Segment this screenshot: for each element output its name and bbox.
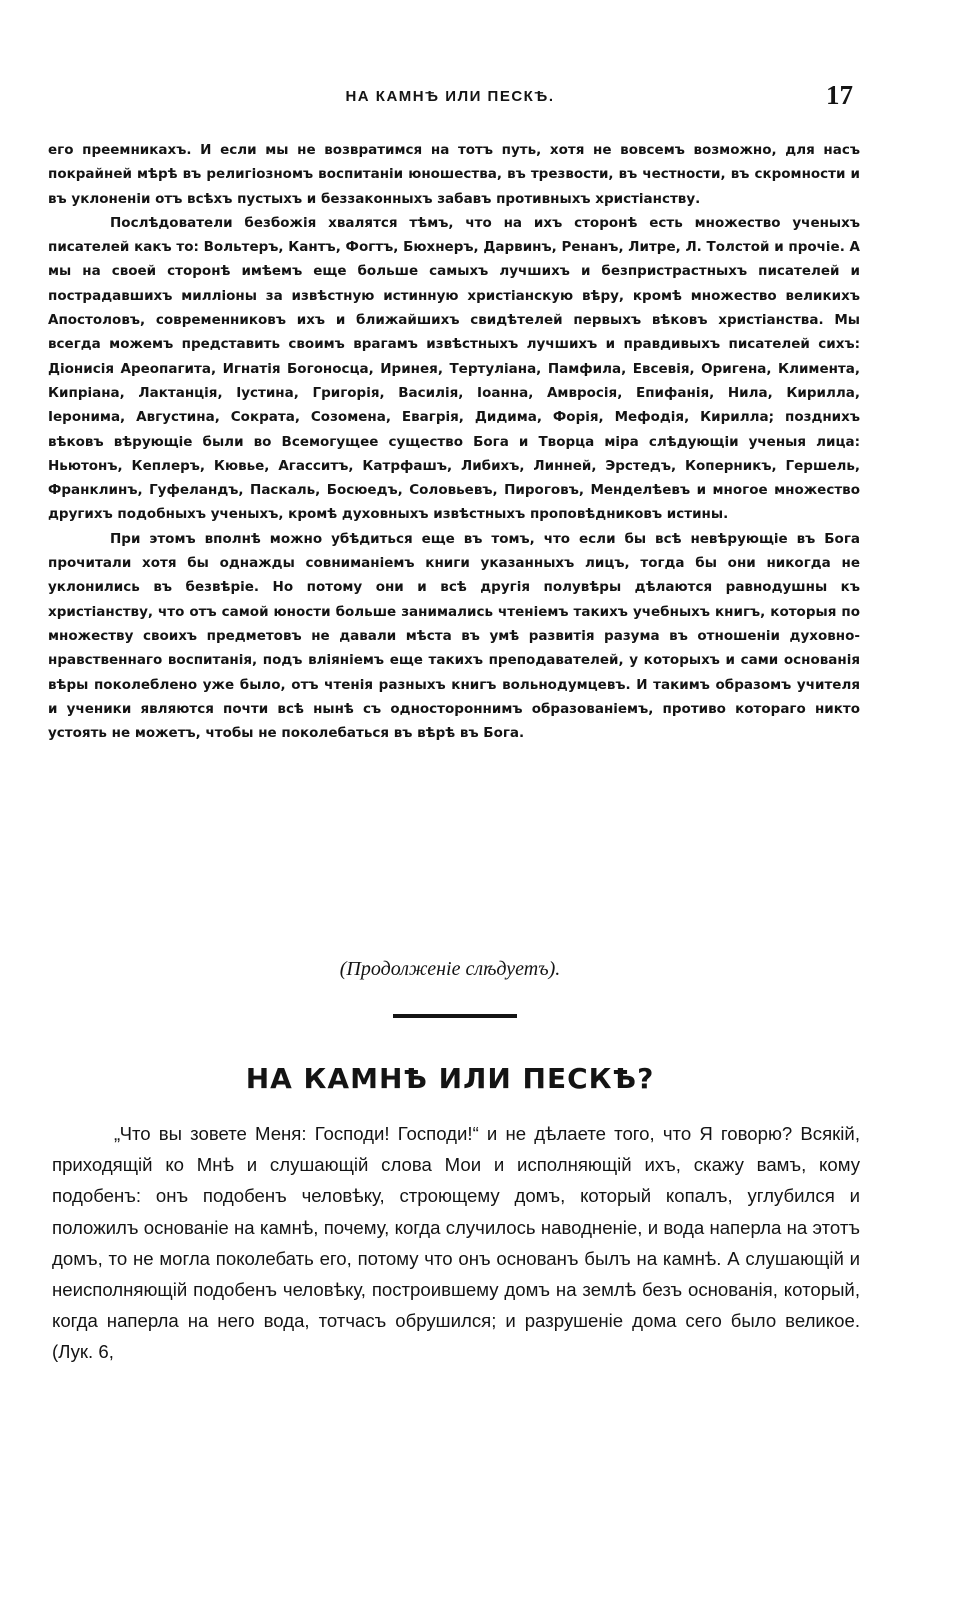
paragraph-gospel-quote: „Что вы зовете Меня: Господи! Господи!“ и не дѣлаете того, что Я говорю? Всякій, приходящій ко Мнѣ и слушающій слова Мои и исполняющій ихъ, скажу вамъ, кому подобенъ: онъ подобенъ человѣку, строющему домъ, который копалъ, углубился и положилъ основаніе на камнѣ, почему, когда случилось наводненіе, и вода наперла на этотъ домъ, то не могла поколебать его, потому что онъ основанъ былъ на камнѣ. А слушающій и неисполняющій подобенъ человѣку, построившему домъ на землѣ безъ основанія, который, когда наперла на него вода, тотчасъ обрушился; и разрушеніе дома сего было великое. (Лук. 6,: [52, 1123, 860, 1363]
paragraph-continuation: его преемникахъ. И если мы не возвратимся на тотъ путь, хотя не вовсемъ возможно, для насъ покрайней мѣрѣ въ религіозномъ воспитаніи юношества, въ трезвости, въ честности, въ скромности и въ уклоненіи отъ всѣхъ пустыхъ и беззаконныхъ забавъ противныхъ христіанству.: [48, 142, 860, 207]
running-title: НА КАМНѢ ИЛИ ПЕСКѢ.: [345, 88, 555, 105]
page-number: 17: [826, 80, 853, 110]
article-title: НА КАМНѢ ИЛИ ПЕСКѢ?: [245, 1062, 655, 1095]
paragraph-conclusion: При этомъ вполнѣ можно убѣдиться еще въ томъ, что если бы всѣ невѣрующіе въ Бога прочитали хотя бы однажды совниманіемъ книги указанныхъ лицъ, тогда бы они никогда не уклонились въ безвѣріе. Но потому они и всѣ другія полувѣры дѣлаются равнодушны къ христіанству, что отъ самой юности больше занимались чтеніемъ такихъ учебныхъ книгъ, которыя по множеству своихъ предметовъ не давали мѣста въ умѣ развитія разума въ отношеніи духовно-нравственнаго воспитанія, подъ вліяніемъ еще такихъ преподавателей, у которыхъ и сами основанія вѣры поколеблено уже было, отъ чтенія разныхъ книгъ вольнодумцевъ. И такимъ образомъ учителя и ученики являются почти всѣ нынѣ съ одностороннимъ образованіемъ, противо котораго никто устоять не можетъ, чтобы не поколебаться въ вѣрѣ въ Бога.: [48, 530, 860, 742]
section-divider: [393, 1014, 517, 1018]
continuation-note: (Продолженіе слѣдуетъ).: [339, 958, 561, 980]
new-article-body: [52, 1118, 860, 1368]
paragraph-scholars: Послѣдователи безбожія хвалятся тѣмъ, что на ихъ сторонѣ есть множество ученыхъ писателей какъ то: Вольтеръ, Кантъ, Фогтъ, Бюхнеръ, Дарвинъ, Ренанъ, Литре, Л. Толстой и прочіе. А мы на своей сторонѣ имѣемъ еще больше самыхъ лучшихъ и безпристрастныхъ писателей и пострадавшихъ милліоны за извѣстную истинную христіанскую вѣру, кромѣ множество великихъ Апостоловъ, современниковъ ихъ и ближайшихъ свидѣтелей первыхъ вѣковъ христіанства. Мы всегда можемъ представить своимъ врагамъ извѣстныхъ лучшихъ и правдивыхъ писателей сихъ: Діонисія Ареопагита, Игнатія Богоносца, Иринея, Тертуліана, Памфила, Евсевія, Оригена, Климента, Кипріана, Лактанція, Іустина, Григорія, Василія, Іоанна, Амвросія, Епифанія, Нила, Кирилла, Іеронима, Августина, Сократа, Созомена, Евагрія, Дидима, Форія, Мефодія, Кирилла; позднихъ вѣковъ вѣрующіе были во Всемогущее существо Бога и Творца міра слѣдующіи ученыя лица: Ньютонъ, Кеплеръ, Кювье, Агасситъ, Катрфашъ, Либихъ, Линней, Эрстедъ, Коперникъ, Гершель, Франклинъ, Гуфеландъ, Паскаль, Босюедъ, Соловьевъ, Пироговъ, Менделѣевъ и многое множество другихъ подобныхъ ученыхъ, кромѣ духовныхъ извѣстныхъ проповѣдниковъ истины.: [48, 214, 860, 523]
continued-article-body: [48, 138, 860, 745]
running-head: [0, 80, 975, 114]
